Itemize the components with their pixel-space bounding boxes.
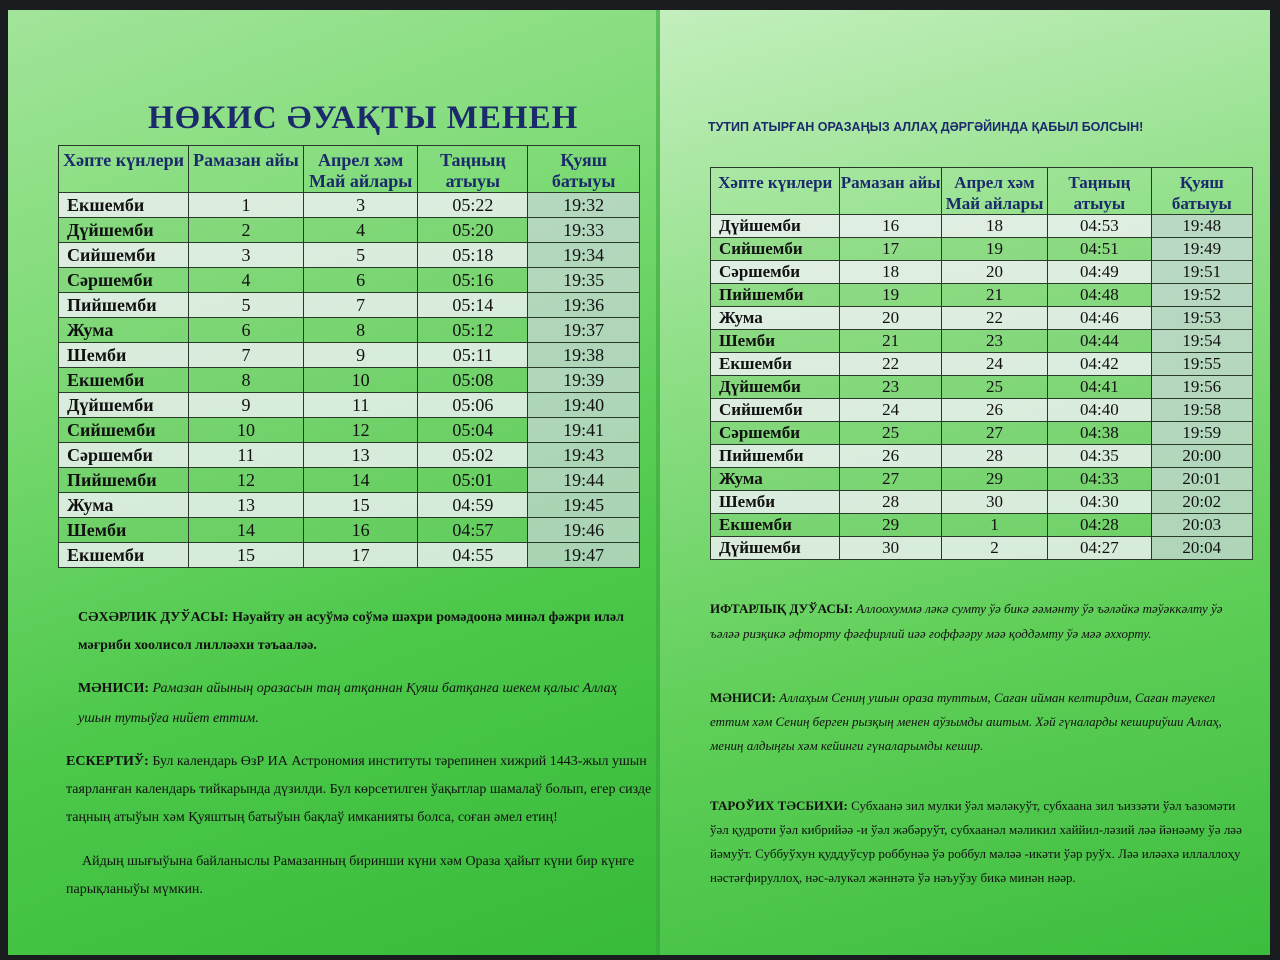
iftar-meaning-text: Аллаҳым Сениң ушын ораза туттым, Саған ийман келтирдим, Саған тәуекел еттим хәм Сениң берген рызқың менен аўзымды аштым. Хәй гүналарды кешириўши Аллаҳ, мениң алдыңғы хәм кейинги гүналарымды кешир. bbox=[710, 690, 1222, 753]
sahar-meaning-label: МӘНИСИ: bbox=[78, 681, 149, 696]
dawn-time-cell: 04:38 bbox=[1048, 422, 1151, 445]
weekday-cell: Жума bbox=[59, 493, 189, 518]
iftar-meaning-label: МӘНИСИ: bbox=[710, 690, 776, 705]
sunset-time-cell: 19:56 bbox=[1151, 376, 1252, 399]
sunset-time-cell: 20:01 bbox=[1151, 468, 1252, 491]
ramadan-day-cell: 17 bbox=[840, 238, 941, 261]
ramadan-day-cell: 21 bbox=[840, 330, 941, 353]
sunset-time-cell: 19:55 bbox=[1151, 353, 1252, 376]
calendar-day-cell: 11 bbox=[303, 393, 418, 418]
calendar-day-cell: 6 bbox=[303, 268, 418, 293]
weekday-cell: Пийшемби bbox=[59, 468, 189, 493]
calendar-day-cell: 9 bbox=[303, 343, 418, 368]
tasbih-label: ТАРОЎИХ ТӘСБИХИ: bbox=[710, 798, 848, 813]
calendar-day-cell: 18 bbox=[941, 215, 1047, 238]
dawn-time-cell: 04:59 bbox=[418, 493, 528, 518]
sunset-time-cell: 19:43 bbox=[528, 443, 640, 468]
weekday-cell: Дүйшемби bbox=[711, 376, 840, 399]
table-row bbox=[59, 468, 640, 493]
dawn-time-cell: 04:51 bbox=[1048, 238, 1151, 261]
ramadan-day-cell: 16 bbox=[840, 215, 941, 238]
table-row bbox=[59, 243, 640, 268]
dawn-time-cell: 05:02 bbox=[418, 443, 528, 468]
sunset-time-cell: 20:04 bbox=[1151, 537, 1252, 560]
calendar-day-cell: 1 bbox=[941, 514, 1047, 537]
col-header-dawn: Таңның атыуы bbox=[418, 146, 528, 193]
table-row bbox=[711, 215, 1253, 238]
sunset-time-cell: 19:44 bbox=[528, 468, 640, 493]
sunset-time-cell: 19:46 bbox=[528, 518, 640, 543]
sunset-time-cell: 19:51 bbox=[1151, 261, 1252, 284]
ramadan-day-cell: 20 bbox=[840, 307, 941, 330]
ramadan-day-cell: 6 bbox=[189, 318, 304, 343]
dawn-time-cell: 05:01 bbox=[418, 468, 528, 493]
table-row bbox=[711, 376, 1253, 399]
dawn-time-cell: 04:44 bbox=[1048, 330, 1151, 353]
ramadan-day-cell: 26 bbox=[840, 445, 941, 468]
weekday-cell: Сәршемби bbox=[711, 422, 840, 445]
calendar-day-cell: 16 bbox=[303, 518, 418, 543]
table-row bbox=[711, 307, 1253, 330]
sunset-time-cell: 20:03 bbox=[1151, 514, 1252, 537]
ramadan-day-cell: 15 bbox=[189, 543, 304, 568]
schedule-table-left bbox=[58, 145, 640, 568]
sunset-time-cell: 19:54 bbox=[1151, 330, 1252, 353]
calendar-day-cell: 12 bbox=[303, 418, 418, 443]
table-row bbox=[711, 514, 1253, 537]
table-row bbox=[711, 261, 1253, 284]
dawn-time-cell: 05:08 bbox=[418, 368, 528, 393]
ramadan-day-cell: 29 bbox=[840, 514, 941, 537]
weekday-cell: Дүйшемби bbox=[711, 215, 840, 238]
sunset-time-cell: 20:02 bbox=[1151, 491, 1252, 514]
sunset-time-cell: 19:38 bbox=[528, 343, 640, 368]
calendar-day-cell: 20 bbox=[941, 261, 1047, 284]
col-header-weekday: Хәпте күнлери bbox=[711, 168, 840, 215]
table-row bbox=[59, 443, 640, 468]
weekday-cell: Пийшемби bbox=[59, 293, 189, 318]
dawn-time-cell: 04:49 bbox=[1048, 261, 1151, 284]
dawn-time-cell: 05:12 bbox=[418, 318, 528, 343]
iftar-text: Аллоохуммә ләкә сумту ўә бикә әәмәнту ўә ъәләйкә тәўәккәлту ўә ъәлəә ризқикә әфторту фәғфирлий иәә ғоффәәру мәә қоддәмту ўә мәә әххорту. bbox=[710, 601, 1223, 641]
dawn-time-cell: 04:53 bbox=[1048, 215, 1151, 238]
ramadan-day-cell: 5 bbox=[189, 293, 304, 318]
calendar-day-cell: 13 bbox=[303, 443, 418, 468]
sunset-time-cell: 19:36 bbox=[528, 293, 640, 318]
dawn-time-cell: 04:41 bbox=[1048, 376, 1151, 399]
iftar-label: ИФТАРЛЫҚ ДУЎАСЫ: bbox=[710, 601, 853, 616]
weekday-cell: Жума bbox=[711, 468, 840, 491]
weekday-cell: Сийшемби bbox=[711, 399, 840, 422]
dawn-time-cell: 04:57 bbox=[418, 518, 528, 543]
table-header bbox=[711, 168, 1253, 215]
weekday-cell: Сәршемби bbox=[59, 268, 189, 293]
weekday-cell: Сийшемби bbox=[59, 243, 189, 268]
table-row bbox=[59, 343, 640, 368]
weekday-cell: Сийшемби bbox=[59, 418, 189, 443]
weekday-cell: Дүйшемби bbox=[711, 537, 840, 560]
sunset-time-cell: 19:59 bbox=[1151, 422, 1252, 445]
note-block-2: Айдың шығыўына байланыслы Рамазанның биринши күни хәм Ораза ҳайыт күни бир күнге парықланыўы мүмкин. bbox=[66, 854, 635, 897]
booklet bbox=[8, 10, 1270, 955]
weekday-cell: Пийшемби bbox=[711, 445, 840, 468]
dawn-time-cell: 05:22 bbox=[418, 193, 528, 218]
table-row bbox=[711, 238, 1253, 261]
sunset-time-cell: 19:48 bbox=[1151, 215, 1252, 238]
sunset-time-cell: 19:45 bbox=[528, 493, 640, 518]
ramadan-day-cell: 22 bbox=[840, 353, 941, 376]
col-header-ramadan-day: Рамазан айы bbox=[840, 168, 941, 215]
dawn-time-cell: 05:04 bbox=[418, 418, 528, 443]
calendar-day-cell: 10 bbox=[303, 368, 418, 393]
blessing-text: ТУТИП АТЫРҒАН ОРАЗАҢЫЗ АЛЛАҲ ДӘРГӘЙИНДА ҚАБЫЛ БОЛСЫН! bbox=[708, 120, 1144, 134]
table-row bbox=[711, 353, 1253, 376]
sunset-time-cell: 19:58 bbox=[1151, 399, 1252, 422]
ramadan-day-cell: 10 bbox=[189, 418, 304, 443]
ramadan-day-cell: 7 bbox=[189, 343, 304, 368]
dawn-time-cell: 04:46 bbox=[1048, 307, 1151, 330]
iftar-prayer bbox=[710, 596, 1250, 646]
ramadan-day-cell: 14 bbox=[189, 518, 304, 543]
calendar-day-cell: 23 bbox=[941, 330, 1047, 353]
calendar-day-cell: 3 bbox=[303, 193, 418, 218]
sahar-label: СӘХӘРЛИК ДУЎАСЫ: bbox=[78, 610, 229, 625]
calendar-day-cell: 14 bbox=[303, 468, 418, 493]
calendar-day-cell: 19 bbox=[941, 238, 1047, 261]
table-row bbox=[711, 399, 1253, 422]
ramadan-day-cell: 24 bbox=[840, 399, 941, 422]
dawn-time-cell: 05:14 bbox=[418, 293, 528, 318]
page-title: НӨКИС ӘУАҚТЫ МЕНЕН bbox=[148, 100, 579, 136]
col-header-dawn: Таңның атыуы bbox=[1048, 168, 1151, 215]
left-page bbox=[8, 10, 656, 955]
table-row bbox=[59, 318, 640, 343]
weekday-cell: Шемби bbox=[711, 491, 840, 514]
table-row bbox=[59, 393, 640, 418]
ramadan-day-cell: 27 bbox=[840, 468, 941, 491]
weekday-cell: Шемби bbox=[59, 518, 189, 543]
ramadan-day-cell: 23 bbox=[840, 376, 941, 399]
ramadan-day-cell: 2 bbox=[189, 218, 304, 243]
weekday-cell: Екшемби bbox=[59, 543, 189, 568]
col-header-sunset: Қуяш батыуы bbox=[528, 146, 640, 193]
ramadan-day-cell: 4 bbox=[189, 268, 304, 293]
table-row bbox=[59, 543, 640, 568]
table-row bbox=[59, 293, 640, 318]
table-row bbox=[711, 330, 1253, 353]
col-header-weekday: Хәпте күнлери bbox=[59, 146, 189, 193]
col-header-sunset: Қуяш батыуы bbox=[1151, 168, 1252, 215]
table-row bbox=[59, 268, 640, 293]
sunset-time-cell: 19:33 bbox=[528, 218, 640, 243]
table-row bbox=[711, 468, 1253, 491]
ramadan-day-cell: 19 bbox=[840, 284, 941, 307]
calendar-day-cell: 15 bbox=[303, 493, 418, 518]
dawn-time-cell: 04:28 bbox=[1048, 514, 1151, 537]
table-row bbox=[711, 537, 1253, 560]
sahar-prayer bbox=[78, 604, 658, 660]
dawn-time-cell: 04:48 bbox=[1048, 284, 1151, 307]
iftar-meaning bbox=[710, 686, 1250, 758]
table-row bbox=[59, 193, 640, 218]
dawn-time-cell: 05:20 bbox=[418, 218, 528, 243]
calendar-day-cell: 22 bbox=[941, 307, 1047, 330]
dawn-time-cell: 04:30 bbox=[1048, 491, 1151, 514]
dawn-time-cell: 04:55 bbox=[418, 543, 528, 568]
note-text: Бул календарь ӨзР ИА Астрономия институты тәрепинен хижрий 1443-жыл ушын таярланған календарь тийкарында дүзилди. Бул көрсетилген ўақытлар шамалаў болып, егер сизде таңның атыўын хәм Қуяштың батыўын бақлаў имканияты болса, соған әмел етиң! bbox=[66, 754, 652, 825]
note-block bbox=[66, 748, 658, 832]
weekday-cell: Жума bbox=[59, 318, 189, 343]
tasbih-text: Субхаанә зил мулки ўәл мәләкуўт, субхаана зил ъиззәти ўәл ъазомәти ўәл қудроти ўәл кибрийәә -и ўәл жәбәруўт, субхаанәл мәликил хаййил-ләзий ләә йәнәәму ўә ләә йәмуўт. Суббуўхун қуддуўсур роббунәә ўә роббул мәләә -икәти ўәр руўх. Ләә иләәхә иллаллоҳу нәстәғфируллоҳ, нәс-әлукәл жәннәтә ўә нәъуўзу бикә минән нәәр. bbox=[710, 798, 1242, 885]
note-label: ЕСКЕРТИЎ: bbox=[66, 754, 149, 769]
sunset-time-cell: 19:49 bbox=[1151, 238, 1252, 261]
calendar-day-cell: 4 bbox=[303, 218, 418, 243]
calendar-day-cell: 24 bbox=[941, 353, 1047, 376]
ramadan-day-cell: 8 bbox=[189, 368, 304, 393]
weekday-cell: Дүйшемби bbox=[59, 393, 189, 418]
col-header-calendar-day: Апрел хәм Май айлары bbox=[303, 146, 418, 193]
calendar-day-cell: 30 bbox=[941, 491, 1047, 514]
calendar-day-cell: 2 bbox=[941, 537, 1047, 560]
ramadan-day-cell: 3 bbox=[189, 243, 304, 268]
schedule-table-right bbox=[710, 167, 1253, 560]
weekday-cell: Сәршемби bbox=[59, 443, 189, 468]
weekday-cell: Екшемби bbox=[711, 514, 840, 537]
table-row bbox=[711, 422, 1253, 445]
tarawih-tasbih bbox=[710, 794, 1255, 890]
sahar-meaning-text: Рамазан айының оразасын таң атқаннан Қуяш батқанға шекем қалыс Аллаҳ ушын тутыўға нийет еттим. bbox=[78, 681, 617, 726]
sunset-time-cell: 19:39 bbox=[528, 368, 640, 393]
weekday-cell: Дүйшемби bbox=[59, 218, 189, 243]
calendar-day-cell: 29 bbox=[941, 468, 1047, 491]
dawn-time-cell: 05:18 bbox=[418, 243, 528, 268]
col-header-ramadan-day: Рамазан айы bbox=[189, 146, 304, 193]
calendar-day-cell: 7 bbox=[303, 293, 418, 318]
sunset-time-cell: 19:40 bbox=[528, 393, 640, 418]
ramadan-day-cell: 12 bbox=[189, 468, 304, 493]
dawn-time-cell: 04:27 bbox=[1048, 537, 1151, 560]
sahar-text: Нәуайту ән асуўмә соўмә шәхри ромәдоонә минәл фәжри илəл мәғриби хоолисол лиллəәхи тәъаалəә. bbox=[78, 610, 624, 653]
sahar-meaning bbox=[78, 674, 638, 734]
ramadan-day-cell: 25 bbox=[840, 422, 941, 445]
calendar-day-cell: 25 bbox=[941, 376, 1047, 399]
calendar-day-cell: 28 bbox=[941, 445, 1047, 468]
ramadan-day-cell: 9 bbox=[189, 393, 304, 418]
table-row bbox=[59, 418, 640, 443]
sunset-time-cell: 19:53 bbox=[1151, 307, 1252, 330]
table-row bbox=[59, 493, 640, 518]
calendar-day-cell: 8 bbox=[303, 318, 418, 343]
sunset-time-cell: 19:52 bbox=[1151, 284, 1252, 307]
ramadan-day-cell: 28 bbox=[840, 491, 941, 514]
ramadan-day-cell: 13 bbox=[189, 493, 304, 518]
sunset-time-cell: 19:47 bbox=[528, 543, 640, 568]
sunset-time-cell: 19:41 bbox=[528, 418, 640, 443]
calendar-day-cell: 21 bbox=[941, 284, 1047, 307]
ramadan-day-cell: 30 bbox=[840, 537, 941, 560]
calendar-day-cell: 26 bbox=[941, 399, 1047, 422]
right-page bbox=[660, 10, 1270, 955]
weekday-cell: Шемби bbox=[59, 343, 189, 368]
table-row bbox=[59, 368, 640, 393]
sunset-time-cell: 19:37 bbox=[528, 318, 640, 343]
calendar-day-cell: 27 bbox=[941, 422, 1047, 445]
table-row bbox=[711, 445, 1253, 468]
ramadan-day-cell: 1 bbox=[189, 193, 304, 218]
sunset-time-cell: 19:32 bbox=[528, 193, 640, 218]
table-row bbox=[59, 518, 640, 543]
dawn-time-cell: 05:11 bbox=[418, 343, 528, 368]
table-row bbox=[59, 218, 640, 243]
dawn-time-cell: 05:16 bbox=[418, 268, 528, 293]
dawn-time-cell: 04:33 bbox=[1048, 468, 1151, 491]
dawn-time-cell: 04:42 bbox=[1048, 353, 1151, 376]
table-row bbox=[711, 284, 1253, 307]
dawn-time-cell: 05:06 bbox=[418, 393, 528, 418]
dawn-time-cell: 04:35 bbox=[1048, 445, 1151, 468]
table-header bbox=[59, 146, 640, 193]
ramadan-day-cell: 18 bbox=[840, 261, 941, 284]
weekday-cell: Екшемби bbox=[711, 353, 840, 376]
sunset-time-cell: 19:35 bbox=[528, 268, 640, 293]
calendar-day-cell: 5 bbox=[303, 243, 418, 268]
calendar-day-cell: 17 bbox=[303, 543, 418, 568]
col-header-calendar-day: Апрел хәм Май айлары bbox=[941, 168, 1047, 215]
weekday-cell: Пийшемби bbox=[711, 284, 840, 307]
dawn-time-cell: 04:40 bbox=[1048, 399, 1151, 422]
weekday-cell: Жума bbox=[711, 307, 840, 330]
sunset-time-cell: 20:00 bbox=[1151, 445, 1252, 468]
sunset-time-cell: 19:34 bbox=[528, 243, 640, 268]
weekday-cell: Екшемби bbox=[59, 193, 189, 218]
weekday-cell: Сәршемби bbox=[711, 261, 840, 284]
weekday-cell: Екшемби bbox=[59, 368, 189, 393]
weekday-cell: Сийшемби bbox=[711, 238, 840, 261]
table-row bbox=[711, 491, 1253, 514]
ramadan-day-cell: 11 bbox=[189, 443, 304, 468]
weekday-cell: Шемби bbox=[711, 330, 840, 353]
